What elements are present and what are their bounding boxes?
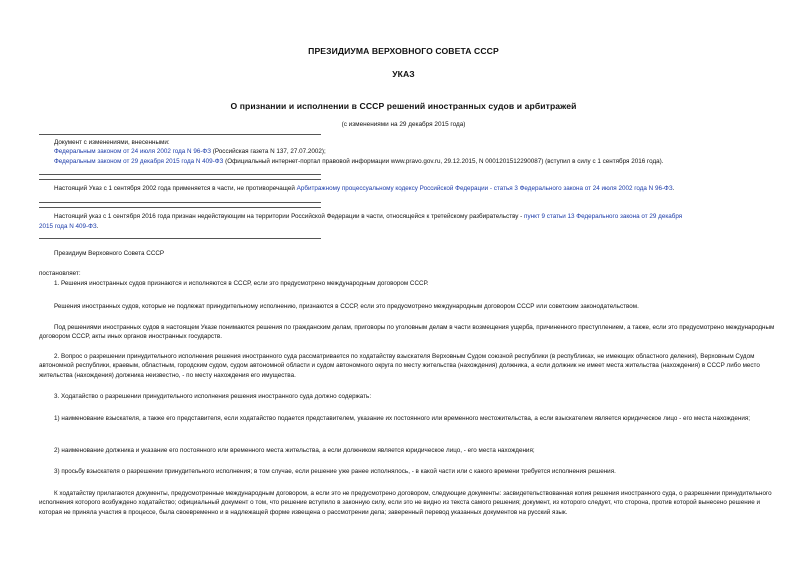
change-law-1 [54,148,326,156]
note-2016-cont [39,223,98,231]
divider [39,134,321,135]
decrees-line: постановляет: [39,270,81,277]
divider [39,202,321,203]
paragraph-1: 1. Решения иностранных судов признаются и исполняются в СССР, если это предусмотрено международным договором СССР. [54,280,429,287]
paragraph-8: 3) просьбу взыскателя о разрешении принудительного исполнения; в том случае, если решение уже ранее исполнялось, - в какой части или с какого времени требуется исполнения решения. [54,468,616,475]
change-law-2 [54,158,664,166]
paragraph-3: Под решениями иностранных судов в настоящем Указе понимаются решения по гражданским делам, приговоры по уголовным делам в части возмещения ущерба, причиненного преступлением, а также, если это предусмотрено международным договором СССР, акты иных органов иностранных государств. [39,324,775,341]
divider [39,238,321,239]
law-96-fz-link[interactable]: Федеральным законом от 24 июля 2002 года N 96-ФЗ [54,148,212,155]
law-409-fz-article-link[interactable]: пункт 9 статьи 13 Федерального закона от 29 декабря [524,213,683,220]
paragraph-9: К ходатайству прилагаются документы, предусмотренные международным договором, а если это не предусмотрено договором, следующие документы: засвидетельствованная копия решения иностранного суда, о разрешении принудительного исполнения которого возбуждено ходатайство; официальный документ о том, что решение вступило в законную силу, если это не видно из текста самого решения; документ, из которого следует, что сторона, против которой вынесено решение и которая не приняла участия в процессе, была своевременно и в надлежащей форме извещена о рассмотрении дела; заверенный перевод указанных документов на русский язык. [39,490,772,516]
law-409-fz-article-link-cont[interactable]: 2015 года N 409-ФЗ [39,223,97,230]
paragraph-7: 2) наименование должника и указание его постоянного или временного места жительства, а если должником является юридическое лицо, - его места нахождения; [54,447,535,454]
note-2016-text: Настоящий указ с 1 сентября 2016 года признан недействующим на территории Российской Федерации в части, относящейся к третейскому разбирательству - [54,213,525,220]
presidium-heading: ПРЕЗИДИУМА ВЕРХОВНОГО СОВЕТА СССР [308,46,499,56]
law-96-fz-note: (Российская газета N 137, 27.07.2002); [211,148,326,155]
note-2016 [54,213,682,221]
apk-rf-link[interactable]: Арбитражному процессуальному кодексу Российской Федерации - статья 3 Федерального закона от 24 июля 2002 года N 96-ФЗ [296,185,673,192]
presidium-line: Президиум Верховного Совета СССР [54,250,165,257]
decree-heading: УКАЗ [392,69,415,79]
paragraph-2: Решения иностранных судов, которые не подлежат принудительному исполнению, признаются в СССР, если это предусмотрено международным договором СССР или советским законодательством. [54,303,639,310]
law-409-fz-link[interactable]: Федеральным законом от 29 декабря 2015 года N 409-ФЗ [54,158,224,165]
divider [39,207,321,208]
note-2002-end: . [672,185,675,192]
law-409-fz-note: (Официальный интернет-портал правовой информации www.pravo.gov.ru, 29.12.2015, N 0001201512290087) (вступил в силу с 1 сентября 2016 года). [223,158,664,165]
document-title: О признании и исполнении в СССР решений иностранных судов и арбитражей [230,101,577,111]
paragraph-4: 2. Вопрос о разрешении принудительного исполнения решения иностранного суда рассматривается по ходатайству взыскателя Верховным Судом союзной республики (в республиках, не имеющих областного деления), Верховным Судом автономной республики, краевым, областным, городским судом, судом автономной области и судом автономного округа по месту жительства (нахождения) должника, а если должник не имеет места жительства (нахождения) в СССР либо место жительства (нахождения) должника неизвестно, - по месту нахождения его имущества. [39,353,760,379]
paragraph-6: 1) наименование взыскателя, а также его представителя, если ходатайство подается представителем, указание их постоянного или временного местожительства, а если взыскателем является юридическое лицо - его места нахождения; [54,415,751,422]
note-2002-text: Настоящий Указ с 1 сентября 2002 года применяется в части, не противоречащей [54,185,297,192]
note-2002 [54,185,674,193]
divider [39,179,321,180]
changes-intro: Документ с изменениями, внесенными: [54,139,170,146]
note-2016-end: . [96,223,99,230]
paragraph-5: 3. Ходатайство о разрешении принудительного исполнения решения иностранного суда должно содержать: [54,393,372,400]
divider [39,174,321,175]
revision-note: (с изменениями на 29 декабря 2015 года) [341,121,466,128]
